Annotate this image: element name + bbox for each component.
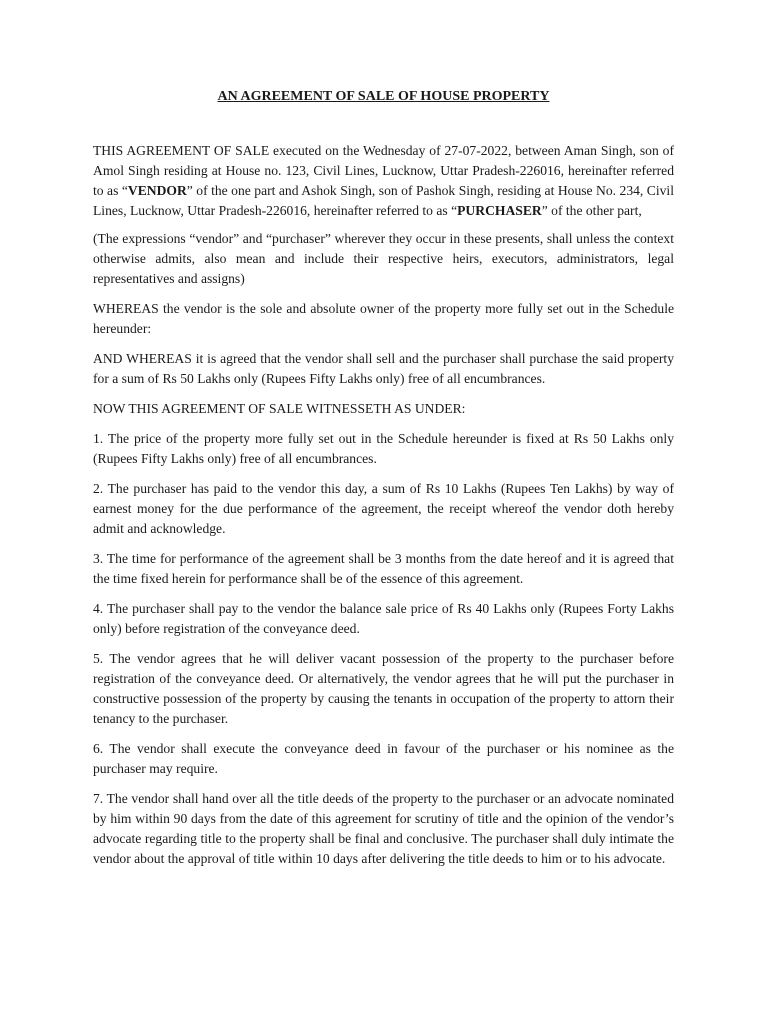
clause-6: 6. The vendor shall execute the conveyance deed in favour of the purchaser or his nominee as the purchaser may require. bbox=[93, 741, 674, 776]
witnesseth-heading: NOW THIS AGREEMENT OF SALE WITNESSETH AS UNDER: bbox=[93, 401, 466, 416]
clause-7: 7. The vendor shall hand over all the title deeds of the property to the purchaser or an advocate nominated by him within 90 days from the date of this agreement for scrutiny of title and the opinion of the vendor’s advocate regarding title to the property shall be final and conclusive. The purchaser shall duly intimate the vendor about the approval of title within 10 days after delivering the title deeds to him or to his advocate. bbox=[93, 791, 674, 866]
intro-paragraph bbox=[93, 141, 674, 221]
clause-3: 3. The time for performance of the agreement shall be 3 months from the date hereof and it is agreed that the time fixed herein for performance shall be of the essence of this agreement. bbox=[93, 551, 674, 586]
clause-4: 4. The purchaser shall pay to the vendor the balance sale price of Rs 40 Lakhs only (Rupees Forty Lakhs only) before registration of the conveyance deed. bbox=[93, 601, 674, 636]
document-title: AN AGREEMENT OF SALE OF HOUSE PROPERTY bbox=[217, 89, 550, 104]
purchaser-term: PURCHASER bbox=[457, 203, 542, 218]
expressions-clause: (The expressions “vendor” and “purchaser” wherever they occur in these presents, shall unless the context otherwise admits, also mean and include their respective heirs, executors, administrators, legal representatives and assigns) bbox=[93, 231, 674, 286]
intro-text-1: THIS AGREEMENT OF SALE executed on the Wednesday of 27-07-2022, between Aman Singh, son of Amol Singh residing at House no. 123, Civil Lines, Lucknow, Uttar Pradesh-226016, hereinafter referred to as “ bbox=[93, 143, 674, 198]
intro-text-3: ” of the other part, bbox=[541, 203, 642, 218]
whereas-clause-1: WHEREAS the vendor is the sole and absolute owner of the property more fully set out in the Schedule hereunder: bbox=[93, 301, 674, 336]
clause-5: 5. The vendor agrees that he will deliver vacant possession of the property to the purchaser before registration of the conveyance deed. Or alternatively, the vendor agrees that he will put the purchaser in constructive possession of the property by causing the tenants in occupation of the property to attorn their tenancy to the purchaser. bbox=[93, 651, 674, 726]
clause-1: 1. The price of the property more fully set out in the Schedule hereunder is fixed at Rs 50 Lakhs only (Rupees Fifty Lakhs only) free of all encumbrances. bbox=[93, 431, 674, 466]
document-page bbox=[93, 88, 674, 879]
clause-2: 2. The purchaser has paid to the vendor this day, a sum of Rs 10 Lakhs (Rupees Ten Lakhs) by way of earnest money for the due performance of the agreement, the receipt whereof the vendor doth hereby admit and acknowledge. bbox=[93, 481, 674, 536]
intro-text-2: ” of the one part and Ashok Singh, son of Pashok Singh, residing at House No. 234, Civil Lines, Lucknow, Uttar Pradesh-226016, hereinafter referred to as “ bbox=[93, 183, 674, 218]
vendor-term: VENDOR bbox=[127, 183, 187, 198]
whereas-clause-2: AND WHEREAS it is agreed that the vendor shall sell and the purchaser shall purchase the said property for a sum of Rs 50 Lakhs only (Rupees Fifty Lakhs only) free of all encumbrances. bbox=[93, 351, 674, 386]
